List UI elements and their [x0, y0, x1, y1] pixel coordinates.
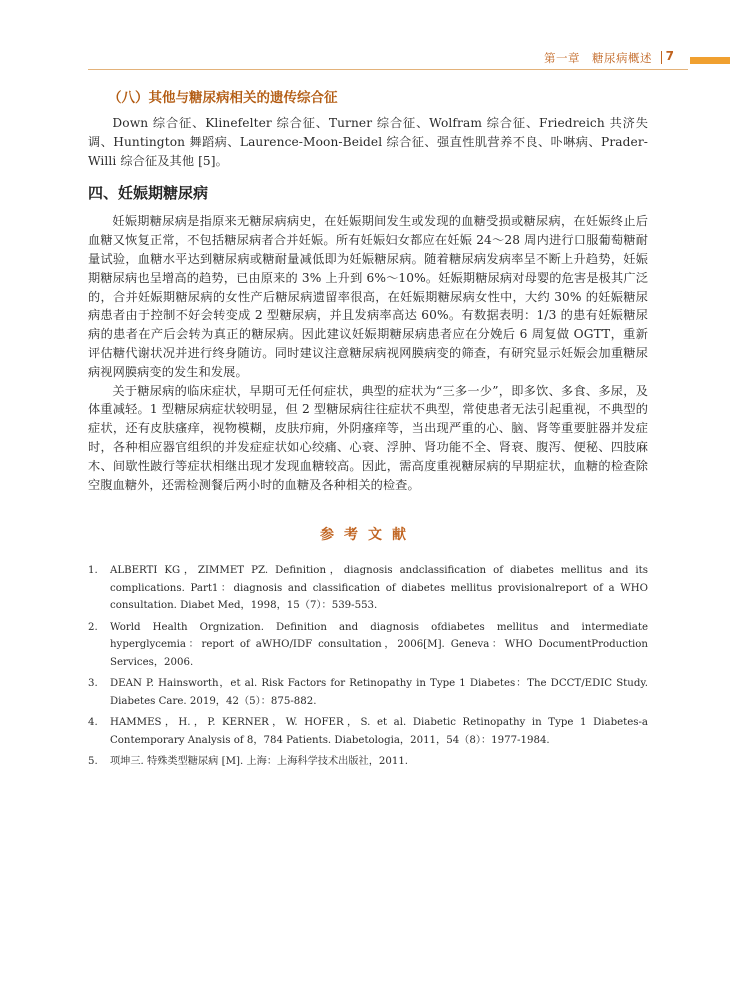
reference-number: 4.: [88, 717, 98, 729]
reference-item: [88, 753, 648, 771]
page-header: [0, 48, 730, 70]
reference-item: [88, 562, 648, 615]
reference-item: [88, 675, 648, 710]
reference-text: DEAN P. Hainsworth，et al. Risk Factors for Retinopathy in Type 1 Diabetes：The DCCT/EDIC Study. Diabetes Care. 2019，42（5）：875-882.: [110, 678, 648, 707]
reference-text: ALBERTI KG，ZIMMET PZ. Definition，diagnosis andclassification of diabetes mellitus and its complications. Part1：diagnosis and classification of diabetes mellitus provisionalreport of a WHO consultation. Diabet Med，1998，15（7）：539-553.: [110, 565, 648, 612]
reference-number: 2.: [88, 621, 98, 633]
reference-number: 1.: [88, 565, 98, 577]
reference-text: World Health Orgnization. Definition and diagnosis ofdiabetes mellitus and intermediate hyperglycemia：report of aWHO/IDF consultation，2006[M]. Geneva：WHO DocumentProduction Services，2006.: [110, 621, 648, 668]
subsection-heading: （八）其他与糖尿病相关的遗传综合征: [108, 90, 338, 106]
subsection-paragraph: Down 综合征、Klinefelter 综合征、Turner 综合征、Wolfram 综合征、Friedreich 共济失调、Huntington 舞蹈病、Laurence-Moon-Beidel 综合征、强直性肌营养不良、卟啉病、Prader-Willi 综合征及其他 [5]。: [88, 116, 648, 168]
reference-item: [88, 619, 648, 672]
reference-number: 5.: [88, 756, 98, 768]
chapter-title: 第一章 糖尿病概述: [544, 51, 652, 65]
header-rule: [88, 69, 688, 70]
reference-item: [88, 714, 648, 749]
references-title: 参考文献: [320, 527, 416, 544]
reference-text: 项坤三. 特殊类型糖尿病 [M]. 上海：上海科学技术出版社，2011.: [110, 756, 409, 768]
section-paragraph-2: 关于糖尿病的临床症状，早期可无任何症状，典型的症状为“三多一少”，即多饮、多食、多尿，及体重减轻。1 型糖尿病症状较明显，但 2 型糖尿病往往症状不典型，常使患者无法引起重视，不典型的症状，还有皮肤瘙痒，视物模糊，皮肤疖痈，外阴瘙痒等，当出现严重的心、脑、肾等重要脏器并发症时，各种相应器官组织的并发症症状如心绞痛、心衰、浮肿、肾功能不全、肾衰、腹泻、便秘、四肢麻木、间歇性跛行等症状相继出现才发现血糖较高。因此，需高度重视糖尿病的早期症状，血糖的检查除空腹血糖外，还需检测餐后两小时的血糖及各种相关的检查。: [88, 383, 648, 492]
reference-list: [88, 562, 648, 771]
header-accent-bar: [690, 57, 730, 64]
header-separator: [661, 51, 663, 64]
page-number: 7: [665, 49, 674, 63]
page-body: [88, 89, 648, 775]
section-paragraph-1: 妊娠期糖尿病是指原来无糖尿病病史，在妊娠期间发生或发现的血糖受损或糖尿病，在妊娠终止后血糖又恢复正常，不包括糖尿病者合并妊娠。所有妊娠妇女都应在妊娠 24～28 周内进行口服葡萄糖耐量试验，血糖水平达到糖尿病或糖耐量减低即为妊娠糖尿病。随着糖尿病发病率呈不断上升趋势，妊娠期糖尿病也呈增高的趋势，已由原来的 3% 上升到 6%～10%。妊娠期糖尿病对母婴的危害是极其广泛的，合并妊娠期糖尿病的女性产后糖尿病遗留率很高，在妊娠期糖尿病女性中，大约 30% 的妊娠糖尿病患者由于控制不好会转变成 2 型糖尿病，并且发病率高达 60%。有数据表明：1/3 的患有妊娠糖尿病的患者在产后会转为真正的糖尿病。因此建议妊娠期糖尿病患者应在分娩后 6 周复做 OGTT，重新评估糖代谢状况并进行终身随访。同时建议注意糖尿病视网膜病变的筛查，有研究显示妊娠会加重糖尿病视网膜病变的发生和发展。: [88, 214, 648, 379]
reference-number: 3.: [88, 678, 98, 690]
reference-text: HAMMES，H.，P. KERNER，W. HOFER，S. et al. Diabetic Retinopathy in Type 1 Diabetes-a Contemporary Analysis of 8，784 Patients. Diabetologia，2011，54（8）：1977-1984.: [110, 717, 648, 746]
section-heading: 四、妊娠期糖尿病: [88, 184, 209, 203]
